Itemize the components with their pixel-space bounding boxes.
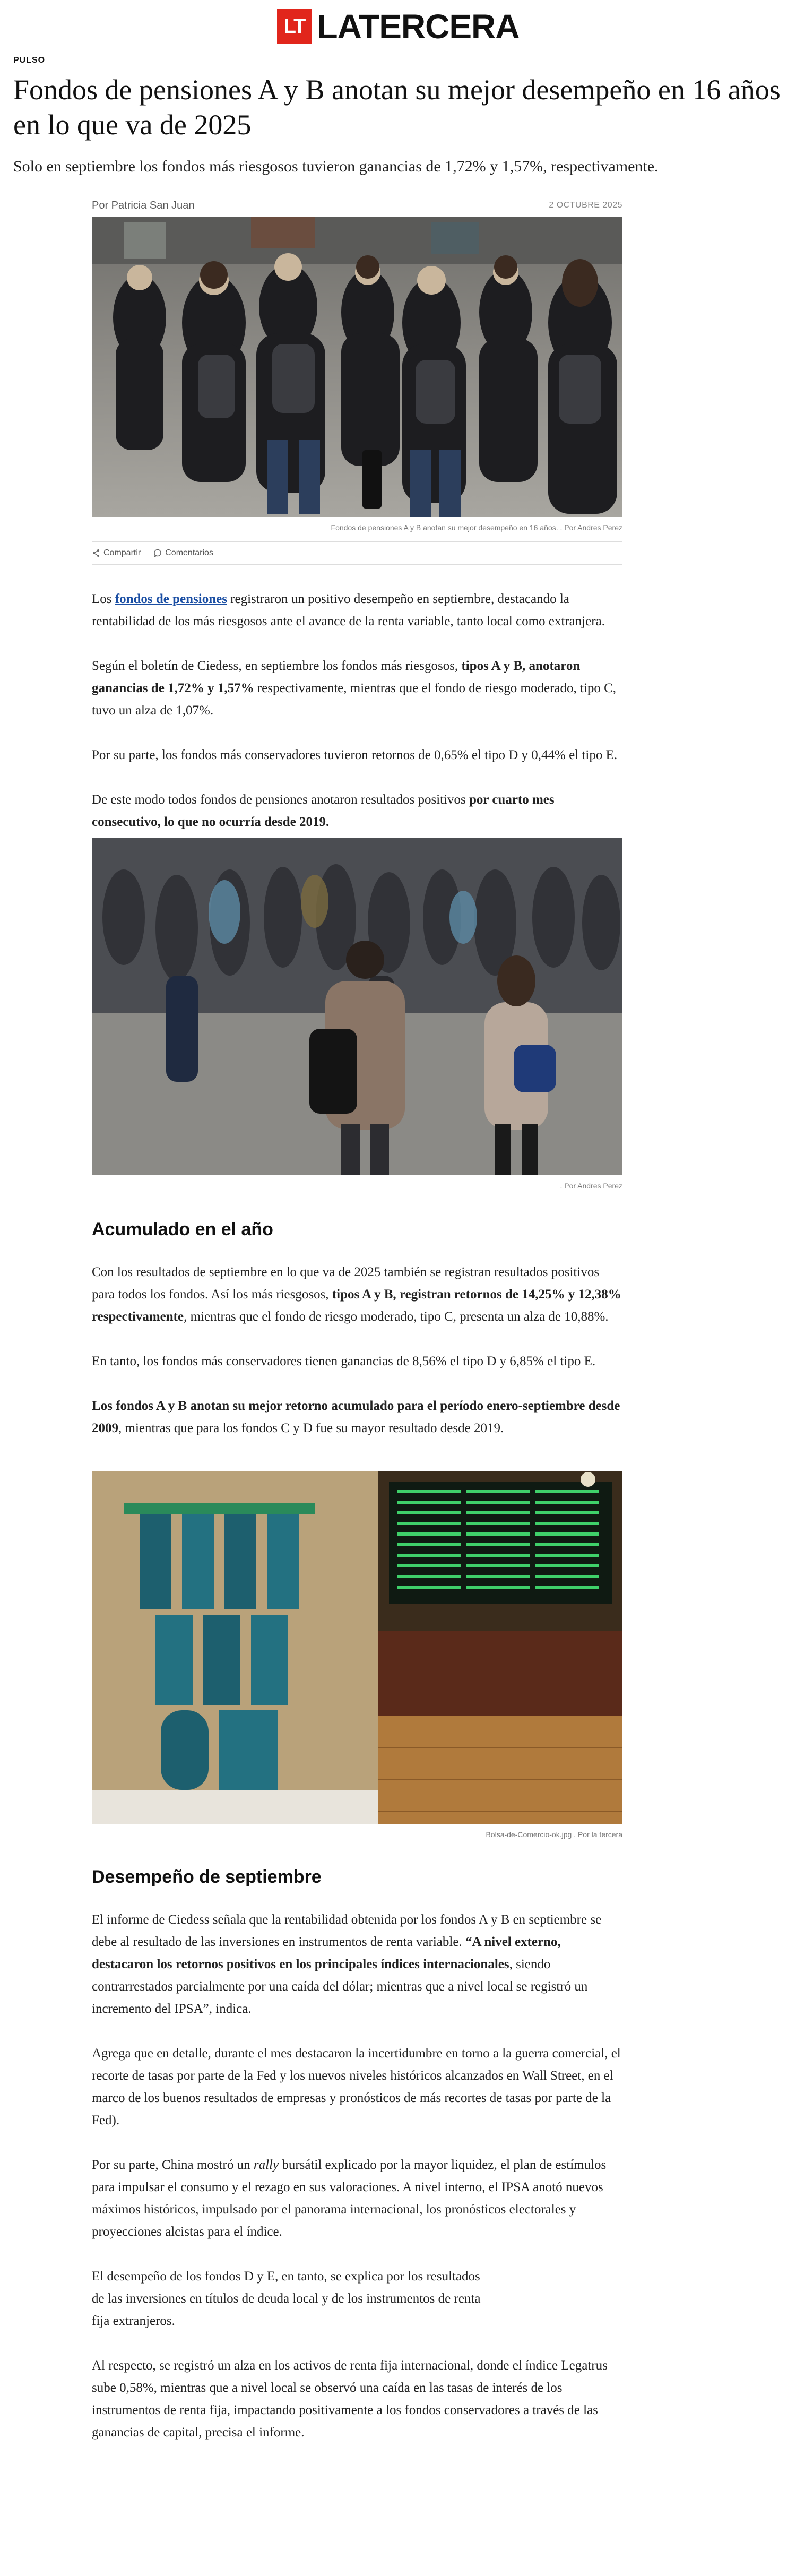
share-bar	[92, 541, 622, 565]
publish-date: 2 OCTUBRE 2025	[549, 201, 622, 210]
site-logo[interactable]	[277, 9, 520, 44]
section-tag[interactable]: PULSO	[13, 56, 46, 65]
paragraph: Agrega que en detalle, durante el mes destacaron la incertidumbre en torno a la guerra comercial, el recorte de tasas por parte de la Fed y los nuevos niveles históricos alcanzados en Wall Street, en el marco de los buenos resultados de empresas y pronósticos de más recortes de tasas por parte de la Fed).	[92, 2046, 621, 2127]
article-headline: Fondos de pensiones A y B anotan su mejor desempeño en 16 años en lo que va de 2025	[13, 74, 781, 141]
byline[interactable]: Por Patricia San Juan	[92, 199, 195, 211]
section-heading-septiembre: Desempeño de septiembre	[92, 1867, 322, 1887]
share-button[interactable]	[92, 548, 141, 558]
paragraph: El desempeño de los fondos D y E, en tanto, se explica por los resultados de las inversiones en títulos de deuda local y de los instrumentos de renta fija extranjeros.	[92, 2269, 481, 2328]
comment-icon	[153, 549, 162, 557]
article-body-acumulado	[92, 1261, 622, 1440]
article-column	[92, 197, 622, 2444]
crowd-street-illustration	[92, 838, 622, 1175]
article-body-septiembre	[92, 1909, 622, 2444]
photo-caption: Fondos de pensiones A y B anotan su mejor desempeño en 16 años. . Por Andres Perez	[331, 523, 622, 532]
bolsa-santiago-illustration	[92, 1471, 622, 1824]
paragraph: En tanto, los fondos más conservadores tienen ganancias de 8,56% el tipo D y 6,85% el tipo E.	[92, 1354, 596, 1368]
share-icon	[92, 549, 100, 557]
section-heading-acumulado: Acumulado en el año	[92, 1219, 273, 1239]
share-label: Compartir	[103, 548, 141, 557]
paragraph: Con los resultados de septiembre en lo que va de 2025 también se registran resultados positivos para todos los fondos. Así los más riesgosos, tipos A y B, registran retornos de 14,25% y 12,38% respectivamente, mientras que el fondo de riesgo moderado, tipo C, presenta un alza de 10,88%.	[92, 1265, 621, 1324]
crowd-backpacks-illustration	[92, 217, 622, 517]
paragraph: Los fondos de pensiones registraron un positivo desempeño en septiembre, destacando la rentabilidad de los más riesgosos ante el avance de la renta variable, tanto local como extranjera.	[92, 592, 605, 628]
logo-mark: LT	[277, 9, 312, 44]
comments-button[interactable]	[153, 548, 213, 558]
paragraph: Los fondos A y B anotan su mejor retorno acumulado para el período enero-septiembre desde 2009, mientras que para los fondos C y D fue su mayor resultado desde 2019.	[92, 1399, 620, 1435]
paragraph: Por su parte, los fondos más conservadores tuvieron retornos de 0,65% el tipo D y 0,44% el tipo E.	[92, 748, 618, 762]
photo-crowd-backpacks	[92, 217, 622, 517]
photo-caption: Bolsa-de-Comercio-ok.jpg . Por la tercera	[486, 1830, 622, 1839]
article-deck: Solo en septiembre los fondos más riesgosos tuvieron ganancias de 1,72% y 1,57%, respectivamente.	[13, 158, 659, 175]
pension-funds-link[interactable]: fondos de pensiones	[115, 592, 227, 606]
masthead	[0, 0, 796, 53]
paragraph: Según el boletín de Ciedess, en septiembre los fondos más riesgosos, tipos A y B, anotaron ganancias de 1,72% y 1,57% respectivamente, mientras que el fondo de riesgo moderado, tipo C, tuvo un alza de 1,07%.	[92, 659, 617, 718]
article-body-intro	[92, 588, 622, 833]
article-meta	[92, 197, 622, 213]
photo-bolsa-santiago	[92, 1471, 622, 1824]
paragraph: Al respecto, se registró un alza en los activos de renta fija internacional, donde el índice Legatrus sube 0,58%, mientras que a nivel local se observó una caída en las tasas de interés de los instrumentos de renta fija, impactando positivamente a los fondos conservadores a través de las ganancias de capital, precisa el informe.	[92, 2358, 608, 2440]
logo-text: LATERCERA	[317, 7, 520, 46]
paragraph: Por su parte, China mostró un rally bursátil explicado por la mayor liquidez, el plan de estímulos para impulsar el consumo y el rezago en sus valoraciones. A nivel interno, el IPSA anotó nuevos máximos históricos, impulsado por el panorama internacional, los pronósticos electorales y proyecciones alcistas para el índice.	[92, 2158, 607, 2239]
photo-crowd-street	[92, 838, 622, 1175]
comments-label: Comentarios	[165, 548, 213, 557]
photo-caption: . Por Andres Perez	[560, 1182, 622, 1190]
paragraph: De este modo todos fondos de pensiones anotaron resultados positivos por cuarto mes consecutivo, lo que no ocurría desde 2019.	[92, 792, 555, 829]
paragraph: El informe de Ciedess señala que la rentabilidad obtenida por los fondos A y B en septiembre se debe al resultado de las inversiones en instrumentos de renta variable. “A nivel externo, destacaron los retornos positivos en los principales índices internacionales, siendo contrarrestados parcialmente por una caída del dólar; mientras que a nivel local se registró un incremento del IPSA”, indica.	[92, 1912, 602, 2016]
